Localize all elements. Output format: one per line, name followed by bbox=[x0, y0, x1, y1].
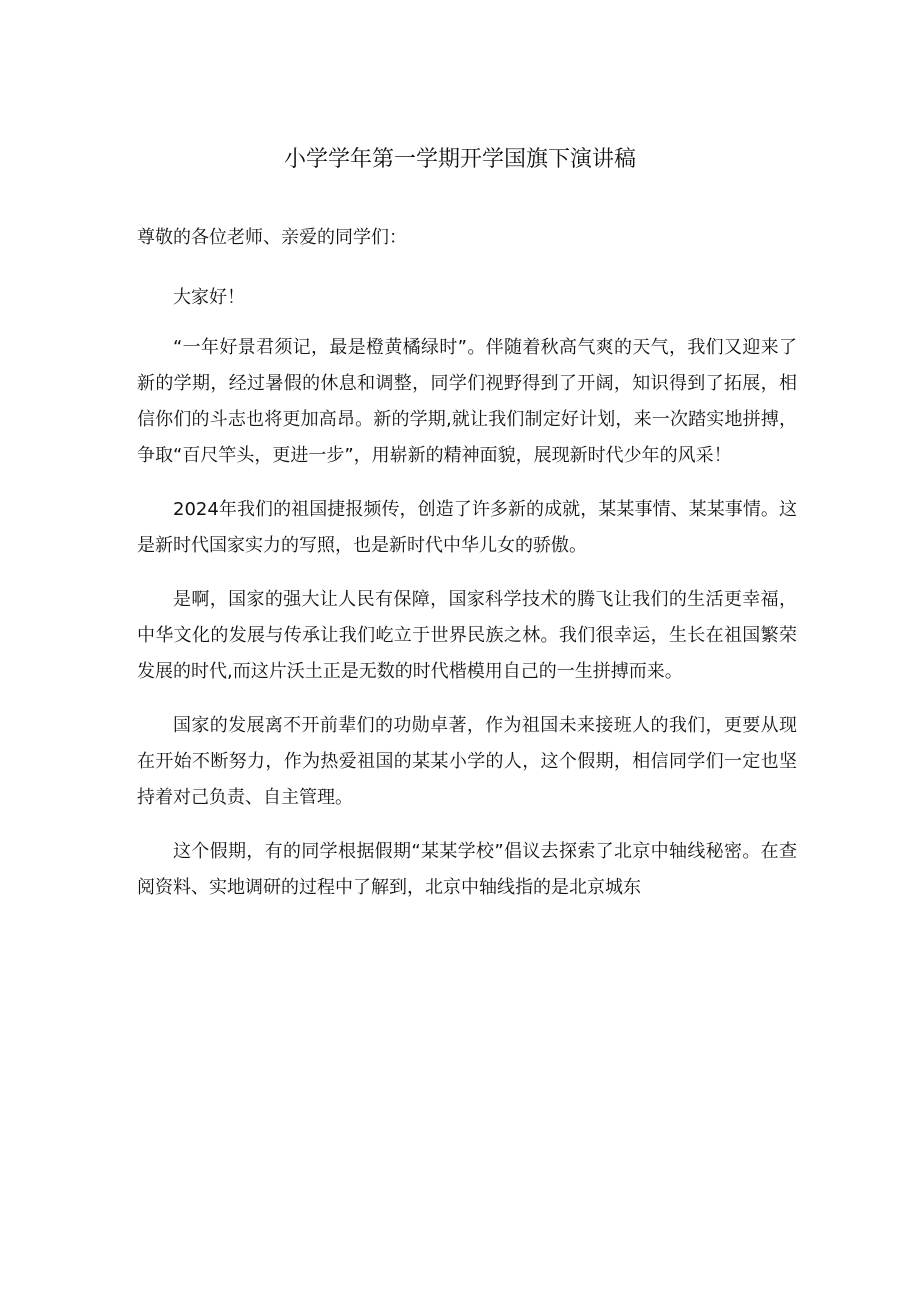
salutation: 尊敬的各位老师、亲爱的同学们： bbox=[137, 227, 407, 248]
paragraph: 2024年我们的祖国捷报频传，创造了许多新的成就，某某事情、某某事情。这是新时代国家实力的写照，也是新时代中华儿女的骄傲。 bbox=[137, 499, 797, 556]
paragraph: 国家的发展离不开前辈们的功勋卓著，作为祖国未来接班人的我们，更要从现在开始不断努力，作为热爱祖国的某某小学的人，这个假期，相信同学们一定也坚持着对己负责、自主管理。 bbox=[137, 715, 797, 808]
paragraph: “一年好景君须记，最是橙黄橘绿时”。伴随着秋高气爽的天气，我们又迎来了新的学期，经过暑假的休息和调整，同学们视野得到了开阔，知识得到了拓展，相信你们的斗志也将更加高昂。新的学期,就让我们制定好计划，来一次踏实地拼搏，争取“百尺竿头，更进一步”，用崭新的精神面貌，展现新时代少年的风采！ bbox=[137, 337, 797, 466]
paragraph: 是啊，国家的强大让人民有保障，国家科学技术的腾飞让我们的生活更幸福，中华文化的发展与传承让我们屹立于世界民族之林。我们很幸运，生长在祖国繁荣发展的时代,而这片沃土正是无数的时代楷模用自己的一生拼搏而来。 bbox=[137, 589, 797, 682]
document-title: 小学学年第一学期开学国旗下演讲稿 bbox=[283, 147, 636, 172]
speech-body bbox=[137, 280, 797, 924]
paragraph-greeting: 大家好！ bbox=[173, 287, 245, 308]
paragraph: 这个假期，有的同学根据假期“某某学校”倡议去探索了北京中轴线秘密。在查阅资料、实地调研的过程中了解到，北京中轴线指的是北京城东 bbox=[137, 841, 797, 898]
